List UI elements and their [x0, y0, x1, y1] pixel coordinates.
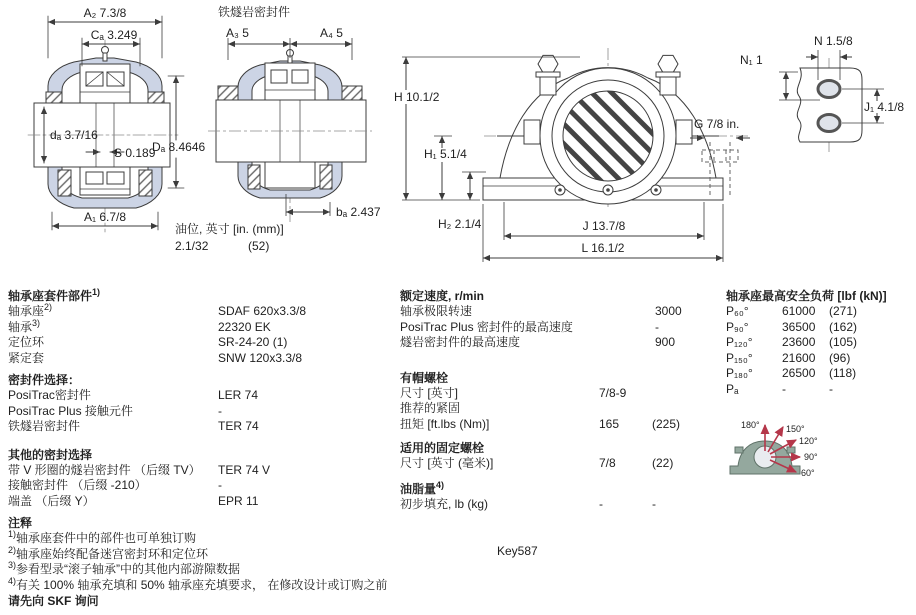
spec-row-taconite: [8, 419, 396, 435]
seal-lug-right: [148, 92, 164, 103]
grease-fitting-stem: [103, 53, 107, 61]
row-label: P₁₈₀°: [726, 366, 753, 380]
footnote-ref: 1): [92, 287, 101, 297]
row-value-metric: -: [652, 496, 656, 511]
row-label: 定位环: [8, 335, 45, 349]
row-value: EPR 11: [218, 493, 259, 508]
dim-h-label: H 10.1/2: [394, 90, 440, 104]
load-row-p150: [726, 351, 916, 367]
row-label: P₉₀°: [726, 319, 749, 334]
roller-upper-right: [292, 70, 308, 83]
row-value: 7/8-9: [599, 385, 627, 400]
row-value: 21600: [782, 350, 816, 365]
row-label: 尺寸 [英寸]: [400, 385, 459, 400]
row-value-metric: [652, 386, 718, 402]
drawing-front-view: [394, 48, 750, 262]
bolt-hole-top: [818, 81, 840, 98]
spec-row-adapter-sleeve: [8, 351, 396, 367]
other-seals-title: 其他的密封选择: [8, 447, 93, 462]
load-direction-diagram: [718, 410, 878, 500]
angle-label-90: 90°: [804, 452, 818, 462]
speed-row-bearing-limit: [400, 304, 718, 320]
row-value: 22320 EK: [218, 319, 271, 334]
side-boss-right: [676, 120, 692, 144]
bolt-hole-bottom: [818, 115, 840, 132]
roller-lower-left: [86, 172, 103, 184]
row-label: 尺寸 [英寸 (毫米)]: [400, 456, 494, 470]
dim-n1-label: N₁ 1: [740, 53, 763, 67]
row-label: PosiTrac Plus 密封件的最高速度: [400, 319, 573, 334]
row-value: -: [782, 381, 786, 396]
spec-row-taconite-v: [8, 463, 396, 479]
taconite-title: 铁燧岩密封件: [218, 5, 291, 19]
seal-lug-left: [46, 92, 62, 103]
row-value-metric: [652, 401, 718, 417]
row-label: 轴承极限转速: [400, 304, 473, 318]
angle-label-120: 120°: [799, 436, 818, 446]
note-text: 轴承座始终配备迷宫密封环和定位环: [16, 546, 209, 561]
note-number: 4): [8, 575, 17, 586]
row-label: 带 V 形圈的燧岩密封件 （后缀 TV）: [8, 462, 201, 477]
safe-load-column: [726, 288, 916, 397]
dim-j1-label: J₁ 4.1/8: [864, 100, 905, 114]
bearing-lower: [265, 162, 315, 188]
row-value-metric: (271): [829, 304, 858, 318]
dim-n-label: N 1.5/8: [814, 34, 853, 48]
row-label: PosiTrac密封件: [8, 388, 91, 402]
dim-g-label: G 7/8 in.: [694, 117, 740, 131]
note-text: 轴承座套件中的部件也可单独订购: [16, 531, 197, 545]
footnote-ref: 4): [436, 479, 445, 490]
side-boss-left: [524, 120, 540, 144]
notes-footer: 请先向 SKF 询问: [8, 594, 99, 608]
note-number: 2): [8, 544, 17, 555]
row-value: 23600: [782, 335, 816, 349]
grease-title: [400, 481, 718, 497]
base-bolt-left: [248, 165, 260, 189]
spec-row-housing: [8, 304, 396, 320]
row-value: 3000: [655, 304, 682, 318]
row-value: 61000: [782, 304, 816, 318]
row-value: -: [655, 319, 659, 334]
angle-label-180: 180°: [741, 420, 760, 430]
row-value: 26500: [782, 366, 816, 380]
note-1: [8, 531, 396, 547]
spec-row-locating-ring: [8, 335, 396, 351]
row-value: 7/8: [599, 456, 616, 470]
note-3: [8, 562, 396, 578]
shaft-bore-hatched: [563, 91, 653, 181]
row-value: -: [218, 478, 222, 492]
row-label: 紧定套: [8, 350, 45, 365]
row-value: LER 74: [218, 388, 259, 402]
spec-row-end-cover: [8, 494, 396, 510]
drawing-standard-side-view: [28, 6, 205, 232]
cap-bolt-torque-row: [400, 417, 718, 433]
housing-kit-title: [8, 288, 396, 304]
note-text: 参看型录“滚子轴承”中的其他内部游隙数据: [16, 562, 241, 576]
drawing-taconite-side-view: [175, 4, 381, 253]
row-value: -: [218, 403, 222, 418]
row-value-metric: (225): [652, 416, 681, 431]
base-bolt-right: [139, 170, 152, 196]
section-title-text: 油脂量: [400, 481, 437, 496]
speed-title: 额定速度, r/min: [400, 289, 485, 303]
ratings-column: [400, 288, 718, 512]
cap-bolts-title: 有帽螺栓: [400, 370, 449, 385]
roller-upper-left: [271, 70, 287, 83]
dim-j-label: J 13.7/8: [582, 219, 626, 233]
load-row-p180: [726, 366, 916, 382]
key-reference: Key587: [497, 544, 538, 558]
block-lug: [735, 447, 743, 453]
housing-kit-column: [8, 288, 396, 609]
row-label: 初步填充, lb (kg): [400, 496, 489, 511]
row-label: P₆₀°: [726, 304, 749, 318]
load-row-pa: [726, 382, 916, 398]
load-row-p90: [726, 320, 916, 336]
angle-label-60: 60°: [801, 468, 815, 478]
dim-l-label: L 16.1/2: [581, 241, 625, 255]
dim-h1-label: H₁ 5.1/4: [424, 147, 467, 161]
row-value-metric: -: [829, 381, 833, 396]
row-label: Pₐ: [726, 381, 739, 396]
row-label: PosiTrac Plus 接触元件: [8, 403, 133, 418]
spec-row-contact-seal: [8, 478, 396, 494]
load-row-p60: [726, 304, 916, 320]
row-value: SDAF 620x3.3/8: [218, 304, 307, 318]
row-value: [599, 401, 652, 417]
drawing-base-end-view: [740, 34, 904, 152]
spec-row-positrac: [8, 388, 396, 404]
oil-level-mm: (52): [248, 239, 270, 253]
cap-bolt-right: [656, 55, 680, 95]
row-label: 轴承$^{3)}$: [8, 317, 41, 334]
speed-row-taconite: [400, 335, 718, 351]
dim-a1-label: A₁ 6.7/8: [83, 210, 127, 224]
row-value-metric: (105): [829, 335, 858, 349]
seal-selection-title: 密封件选择：: [8, 373, 81, 387]
dim-a4-label: A₄ 5: [320, 26, 343, 40]
spec-row-positrac-plus: [8, 404, 396, 420]
cap-bolt-size-row: [400, 386, 718, 402]
angle-label-150: 150°: [786, 424, 805, 434]
attachment-bolt-size-row: [400, 456, 718, 472]
spec-row-bearing: [8, 317, 396, 336]
row-value-metric: (162): [829, 319, 858, 334]
attachment-bolts-title: 适用的固定螺栓: [400, 441, 485, 455]
cap-bolt-tightening-row: [400, 401, 718, 417]
note-text: 有关 100% 轴承充填和 50% 轴承座充填要求， 在修改设计或订购之前: [16, 577, 388, 592]
row-value: SNW 120x3.3/8: [218, 350, 303, 365]
row-value-metric: (118): [829, 366, 857, 380]
base-bolt-right: [320, 165, 332, 189]
row-label: 铁燧岩密封件: [8, 419, 81, 433]
row-label: 扭矩 [ft.lbs (Nm)]: [400, 416, 490, 431]
safe-load-title: 轴承座最高安全负荷 [lbf (kN)]: [726, 289, 887, 303]
row-value-metric: (22): [652, 456, 674, 470]
dim-da-shaft-label: dₐ 3.7/16: [50, 128, 98, 142]
note-number: 3): [8, 560, 17, 570]
row-label: 推荐的紧固: [400, 401, 461, 415]
row-label: P₁₅₀°: [726, 350, 753, 365]
dim-s-label: S 0.189: [114, 146, 156, 160]
oil-level-inches: 2.1/32: [175, 239, 209, 253]
load-row-p120: [726, 335, 916, 351]
dim-a3-label: A₃ 5: [226, 26, 249, 40]
grease-fill-row: [400, 497, 718, 513]
row-label: 接触密封件 （后缀 -210）: [8, 478, 147, 492]
note-2: [8, 544, 396, 563]
row-value: TER 74: [218, 419, 259, 433]
row-value: TER 74 V: [218, 462, 271, 477]
dim-a2-label: A₂ 7.3/8: [83, 6, 127, 20]
notes-title: 注释: [8, 516, 33, 530]
dim-h2-label: H₂ 2.1/4: [438, 217, 482, 231]
grease-fitting-icon: [102, 47, 109, 54]
base-bolt-left: [58, 170, 71, 196]
note-number: 1): [8, 529, 17, 539]
row-label: 端盖 （后缀 Y）: [8, 493, 95, 508]
section-title-text: 轴承座套件部件: [8, 289, 93, 303]
row-label: 燧岩密封件的最高速度: [400, 335, 521, 349]
block-lug: [787, 447, 795, 453]
row-value: -: [599, 496, 603, 511]
note-4: [8, 575, 396, 594]
taconite-seal-right: [342, 86, 362, 100]
technical-drawings: [0, 0, 916, 285]
taconite-seal-left: [218, 86, 238, 100]
roller-lower-right: [107, 172, 124, 184]
row-value-metric: (96): [829, 350, 851, 365]
cap-bolt-left: [536, 55, 560, 95]
row-value: SR-24-20 (1): [218, 335, 288, 349]
dim-ca-label: Cₐ 3.249: [90, 28, 138, 42]
row-value: 900: [655, 335, 676, 349]
speed-row-positrac-plus: [400, 320, 718, 336]
row-label: 轴承座$^{2)}$: [8, 302, 53, 318]
dim-Da-label: Dₐ 8.4646: [152, 140, 206, 154]
oil-level-label: 油位, 英寸 [in. (mm)]: [175, 222, 284, 236]
row-value: 165: [599, 416, 620, 431]
dim-ba-label: bₐ 2.437: [336, 205, 381, 219]
row-value: 36500: [782, 319, 816, 334]
row-label: P₁₂₀°: [726, 335, 753, 349]
